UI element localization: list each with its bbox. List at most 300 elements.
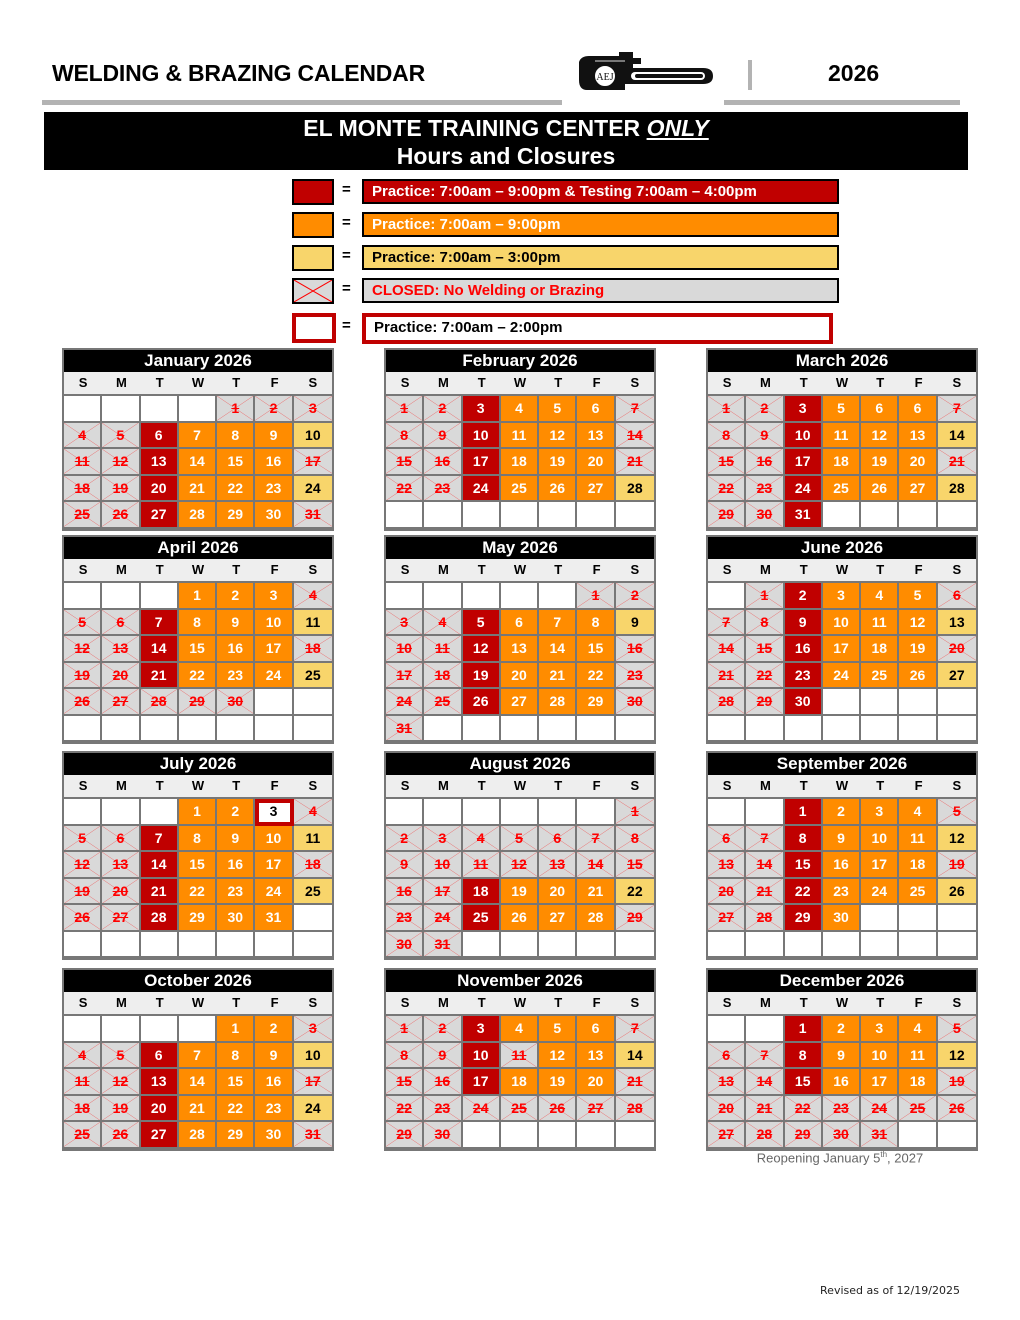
weekday-label: S	[400, 995, 410, 1010]
day-number: 18	[511, 1073, 527, 1089]
day-number: 23	[833, 882, 849, 899]
weekday-label: F	[270, 778, 279, 793]
day-cell-empty	[899, 716, 937, 743]
day-cell-red	[463, 1016, 501, 1043]
day-cell-closed	[217, 396, 255, 423]
day-cell-closed	[102, 663, 140, 690]
day-number: 3	[269, 587, 278, 603]
day-number: 15	[718, 453, 734, 469]
day-cell-yellow	[938, 879, 976, 906]
weekday-label: S	[78, 778, 88, 793]
day-cell-orange	[217, 1069, 255, 1096]
day-number: 7	[553, 613, 562, 630]
day-number: 26	[74, 909, 90, 925]
day-cell-orange	[539, 1043, 577, 1070]
day-cell-orange	[539, 449, 577, 476]
day-number: 30	[227, 909, 244, 925]
day-number: 26	[472, 693, 489, 709]
month-calendar	[384, 535, 656, 744]
day-number: 6	[591, 400, 600, 416]
weekday-label: S	[952, 995, 962, 1010]
day-cell-empty	[294, 905, 332, 932]
day-cell-empty	[463, 583, 501, 610]
day-cell-empty	[217, 932, 255, 959]
day-cell-red	[141, 1069, 179, 1096]
day-number: 4	[438, 613, 447, 630]
day-number: 31	[265, 909, 282, 925]
day-cell-yellow	[938, 826, 976, 853]
day-number: 10	[305, 426, 321, 443]
day-cell-closed	[424, 610, 462, 637]
day-number: 27	[587, 479, 604, 496]
day-number: 7	[760, 829, 769, 846]
day-cell-empty	[102, 932, 140, 959]
day-cell-yellow	[294, 826, 332, 853]
day-number: 20	[112, 666, 129, 683]
day-cell-yellow	[938, 663, 976, 690]
day-cell-closed	[386, 826, 424, 853]
day-cell-orange	[255, 476, 293, 503]
day-cell-closed	[938, 1069, 976, 1096]
day-cell-orange	[501, 476, 539, 503]
day-number: 11	[910, 829, 925, 846]
day-cell-orange	[501, 879, 539, 906]
day-cell-orange	[501, 396, 539, 423]
day-cell-empty	[501, 716, 539, 743]
month-calendar	[706, 535, 978, 744]
day-cell-empty	[746, 716, 784, 743]
day-cell-red	[785, 826, 823, 853]
day-cell-closed	[746, 1043, 784, 1070]
day-number: 31	[305, 1126, 321, 1142]
day-cell-empty	[708, 716, 746, 743]
day-cell-orange	[861, 423, 899, 450]
weekday-label: S	[78, 562, 88, 577]
day-cell-yellow	[616, 476, 654, 503]
day-number: 23	[265, 1099, 282, 1116]
day-cell-closed	[424, 905, 462, 932]
weekday-label: F	[270, 375, 279, 390]
day-cell-closed	[102, 826, 140, 853]
day-cell-closed	[102, 423, 140, 450]
month-calendar	[62, 751, 334, 960]
weekday-label: T	[799, 375, 808, 390]
weekday-label: S	[308, 375, 318, 390]
day-number: 24	[305, 479, 321, 496]
day-number: 16	[627, 640, 643, 656]
month-title: November 2026	[386, 970, 654, 992]
weekday-label: M	[760, 778, 771, 793]
day-number: 14	[150, 640, 167, 656]
day-number: 21	[756, 1099, 773, 1116]
day-cell-empty	[141, 396, 179, 423]
day-cell-orange	[899, 852, 937, 879]
day-number: 18	[833, 453, 849, 469]
day-number: 3	[308, 400, 317, 416]
day-cell-closed	[424, 636, 462, 663]
day-cell-orange	[217, 1122, 255, 1149]
day-number: 22	[718, 479, 734, 496]
day-cell-empty	[539, 1122, 577, 1149]
day-number: 15	[396, 1073, 412, 1089]
day-number: 11	[511, 1046, 527, 1063]
day-cell-orange	[861, 826, 899, 853]
day-cell-closed	[294, 502, 332, 529]
day-grid	[386, 797, 654, 958]
day-cell-closed	[424, 852, 462, 879]
day-cell-empty	[386, 502, 424, 529]
day-cell-orange	[577, 905, 615, 932]
day-cell-red	[785, 1069, 823, 1096]
day-number: 23	[756, 479, 773, 496]
day-number: 12	[909, 613, 926, 630]
weekday-label: T	[232, 995, 241, 1010]
day-number: 8	[722, 426, 731, 443]
day-number: 22	[396, 479, 412, 496]
day-cell-closed	[708, 1043, 746, 1070]
day-number: 21	[150, 882, 167, 899]
weekday-label: S	[952, 778, 962, 793]
day-number: 26	[511, 909, 527, 925]
day-cell-orange	[179, 826, 217, 853]
day-cell-empty	[463, 932, 501, 959]
day-number: 29	[189, 693, 205, 709]
day-cell-orange	[861, 476, 899, 503]
day-cell-closed	[501, 1096, 539, 1123]
day-number: 15	[794, 1073, 811, 1089]
day-cell-orange	[823, 449, 861, 476]
revision-date: Revised as of 12/19/2025	[820, 1284, 960, 1297]
day-number: 21	[189, 1099, 205, 1116]
day-number: 25	[511, 1099, 527, 1116]
day-number: 5	[116, 426, 125, 443]
day-number: 21	[150, 666, 167, 683]
day-cell-empty	[424, 583, 462, 610]
day-cell-empty	[746, 1016, 784, 1043]
day-number: 20	[587, 1073, 604, 1089]
day-cell-orange	[899, 1069, 937, 1096]
day-cell-orange	[255, 1096, 293, 1123]
day-cell-orange	[217, 610, 255, 637]
day-cell-closed	[785, 1096, 823, 1123]
day-cell-closed	[386, 1016, 424, 1043]
day-number: 30	[227, 693, 244, 709]
day-cell-orange	[539, 879, 577, 906]
day-number: 2	[837, 1020, 845, 1036]
weekday-label: S	[630, 778, 640, 793]
day-cell-closed	[64, 423, 102, 450]
day-cell-red	[141, 423, 179, 450]
month-title: April 2026	[64, 537, 332, 559]
day-cell-closed	[102, 1096, 140, 1123]
day-number: 5	[515, 829, 523, 846]
day-cell-empty	[179, 396, 217, 423]
day-number: 9	[231, 829, 240, 846]
day-cell-closed	[746, 663, 784, 690]
day-cell-orange	[179, 502, 217, 529]
day-cell-orange	[861, 583, 899, 610]
day-cell-closed	[424, 423, 462, 450]
day-cell-closed	[386, 423, 424, 450]
day-cell-closed	[746, 852, 784, 879]
day-cell-orange	[577, 449, 615, 476]
day-number: 1	[193, 803, 201, 819]
month-title: December 2026	[708, 970, 976, 992]
day-cell-empty	[102, 1016, 140, 1043]
weekday-label: M	[760, 375, 771, 390]
day-cell-red	[141, 636, 179, 663]
day-cell-closed	[938, 636, 976, 663]
day-number: 21	[756, 882, 773, 899]
day-cell-orange	[255, 502, 293, 529]
day-cell-empty	[708, 583, 746, 610]
day-number: 28	[718, 693, 734, 709]
day-cell-empty	[577, 502, 615, 529]
weekday-label: S	[308, 995, 318, 1010]
day-number: 16	[756, 453, 773, 469]
day-cell-red	[785, 636, 823, 663]
day-cell-closed	[463, 826, 501, 853]
day-number: 31	[305, 506, 321, 522]
day-number: 2	[231, 587, 240, 603]
day-number: 28	[949, 479, 965, 496]
day-number: 6	[722, 829, 731, 846]
day-number: 14	[587, 856, 604, 872]
day-cell-closed	[938, 396, 976, 423]
weekday-label: W	[835, 778, 849, 793]
day-cell-empty	[899, 502, 937, 529]
weekday-label: T	[477, 995, 486, 1010]
day-cell-orange	[501, 449, 539, 476]
day-cell-closed	[217, 689, 255, 716]
day-number: 7	[154, 613, 163, 630]
day-number: 11	[910, 1046, 925, 1063]
day-cell-orange	[861, 879, 899, 906]
day-cell-red	[463, 689, 501, 716]
day-cell-yellow	[938, 476, 976, 503]
day-cell-closed	[746, 826, 784, 853]
day-number: 25	[305, 882, 321, 899]
day-number: 20	[150, 1099, 167, 1116]
day-number: 4	[308, 803, 317, 819]
day-cell-closed	[294, 799, 332, 826]
day-cell-red	[785, 449, 823, 476]
day-number: 20	[949, 640, 965, 656]
day-number: 1	[193, 587, 201, 603]
day-cell-closed	[102, 1069, 140, 1096]
weekday-label: F	[592, 778, 601, 793]
day-cell-orange	[899, 636, 937, 663]
day-cell-closed	[708, 852, 746, 879]
day-number: 14	[627, 1046, 643, 1063]
day-cell-empty	[141, 1016, 179, 1043]
day-number: 25	[909, 882, 926, 899]
day-number: 17	[305, 453, 321, 469]
day-number: 14	[949, 426, 965, 443]
weekday-label: T	[554, 778, 563, 793]
day-number: 9	[269, 426, 278, 443]
day-number: 12	[74, 640, 90, 656]
banner-title	[44, 114, 968, 142]
day-cell-closed	[294, 852, 332, 879]
day-cell-red	[463, 879, 501, 906]
day-cell-red	[463, 476, 501, 503]
weekday-label: S	[308, 562, 318, 577]
weekday-label: T	[477, 778, 486, 793]
weekday-label: T	[799, 562, 808, 577]
day-cell-red	[463, 663, 501, 690]
day-cell-orange	[539, 610, 577, 637]
weekday-label: S	[78, 375, 88, 390]
day-number: 14	[189, 453, 205, 469]
day-cell-closed	[938, 449, 976, 476]
legend-item-practice-2pm	[292, 313, 837, 339]
day-cell-empty	[938, 932, 976, 959]
day-cell-closed	[463, 852, 501, 879]
day-cell-orange	[861, 799, 899, 826]
day-number: 15	[227, 1073, 244, 1089]
month-calendar	[62, 968, 334, 1151]
day-cell-empty	[861, 716, 899, 743]
day-cell-orange	[539, 423, 577, 450]
day-cell-closed	[424, 826, 462, 853]
day-cell-empty	[386, 799, 424, 826]
day-cell-closed	[616, 1069, 654, 1096]
day-cell-orange	[217, 905, 255, 932]
weekday-label: F	[914, 995, 923, 1010]
day-number: 17	[265, 640, 282, 656]
day-number: 18	[511, 453, 527, 469]
day-cell-empty	[424, 502, 462, 529]
day-cell-closed	[938, 852, 976, 879]
day-cell-empty	[463, 799, 501, 826]
day-cell-orange	[899, 423, 937, 450]
day-number: 2	[760, 400, 769, 416]
day-number: 17	[871, 1073, 888, 1089]
legend-swatch-red	[292, 179, 334, 205]
day-cell-orange	[823, 396, 861, 423]
day-cell-closed	[102, 449, 140, 476]
day-number: 5	[553, 400, 562, 416]
day-cell-orange	[577, 1016, 615, 1043]
day-number: 4	[78, 1046, 87, 1063]
day-cell-orange	[539, 689, 577, 716]
day-number: 4	[476, 829, 485, 846]
day-cell-closed	[102, 636, 140, 663]
day-number: 15	[587, 640, 604, 656]
day-cell-closed	[746, 689, 784, 716]
day-cell-red	[141, 852, 179, 879]
day-grid	[708, 797, 976, 958]
day-cell-closed	[424, 663, 462, 690]
day-cell-orange	[577, 689, 615, 716]
day-number: 16	[794, 640, 811, 656]
day-cell-closed	[386, 689, 424, 716]
day-cell-red	[141, 879, 179, 906]
day-cell-orange	[217, 636, 255, 663]
day-number: 13	[112, 640, 129, 656]
day-number: 2	[438, 1020, 447, 1036]
day-number: 22	[756, 666, 773, 683]
weekday-label: M	[760, 995, 771, 1010]
day-cell-orange	[861, 610, 899, 637]
day-number: 9	[837, 1046, 845, 1063]
day-cell-orange	[179, 1096, 217, 1123]
weekday-label: T	[232, 778, 241, 793]
day-cell-closed	[938, 1016, 976, 1043]
day-cell-orange	[501, 1016, 539, 1043]
day-cell-closed	[294, 1122, 332, 1149]
day-cell-closed	[102, 879, 140, 906]
day-cell-orange	[899, 799, 937, 826]
day-cell-closed	[708, 826, 746, 853]
day-cell-empty	[539, 502, 577, 529]
day-cell-orange	[539, 636, 577, 663]
day-cell-closed	[539, 852, 577, 879]
day-number: 27	[587, 1099, 604, 1116]
day-cell-empty	[785, 932, 823, 959]
weekday-label: W	[513, 562, 527, 577]
day-cell-orange	[539, 1069, 577, 1096]
day-number: 17	[871, 856, 888, 872]
day-cell-empty	[64, 396, 102, 423]
day-number: 31	[871, 1126, 888, 1142]
day-cell-closed	[501, 826, 539, 853]
day-number: 12	[511, 856, 527, 872]
document-year: 2026	[828, 60, 880, 86]
day-cell-closed	[708, 1096, 746, 1123]
day-cell-closed	[616, 423, 654, 450]
day-number: 28	[627, 479, 643, 496]
weekday-label: F	[270, 995, 279, 1010]
day-cell-closed	[424, 879, 462, 906]
day-cell-yellow	[294, 663, 332, 690]
day-cell-closed	[386, 852, 424, 879]
day-number: 9	[438, 426, 447, 443]
day-cell-red	[785, 423, 823, 450]
day-cell-red	[463, 636, 501, 663]
day-cell-empty	[501, 502, 539, 529]
legend-swatch-white-outlined	[292, 313, 336, 343]
day-number: 29	[587, 693, 604, 709]
day-cell-empty	[539, 932, 577, 959]
day-number: 27	[112, 909, 129, 925]
day-cell-red	[785, 663, 823, 690]
day-cell-closed	[616, 636, 654, 663]
day-number: 20	[511, 666, 527, 683]
day-cell-closed	[102, 610, 140, 637]
day-cell-closed	[64, 636, 102, 663]
day-number: 7	[193, 426, 201, 443]
day-number: 10	[265, 613, 282, 630]
day-cell-closed	[386, 1122, 424, 1149]
day-number: 21	[587, 882, 604, 899]
day-number: 3	[798, 400, 807, 416]
day-cell-closed	[424, 1043, 462, 1070]
day-cell-empty	[255, 716, 293, 743]
day-cell-red	[463, 1043, 501, 1070]
day-number: 19	[549, 1073, 566, 1089]
weekday-header	[386, 372, 654, 394]
day-number: 5	[913, 587, 922, 603]
reopening-ordinal: th	[880, 1150, 888, 1159]
day-number: 24	[265, 666, 282, 683]
day-number: 5	[952, 1020, 961, 1036]
day-number: 11	[473, 856, 489, 872]
day-cell-empty	[899, 1122, 937, 1149]
day-number: 26	[549, 1099, 566, 1116]
day-cell-yellow	[938, 610, 976, 637]
